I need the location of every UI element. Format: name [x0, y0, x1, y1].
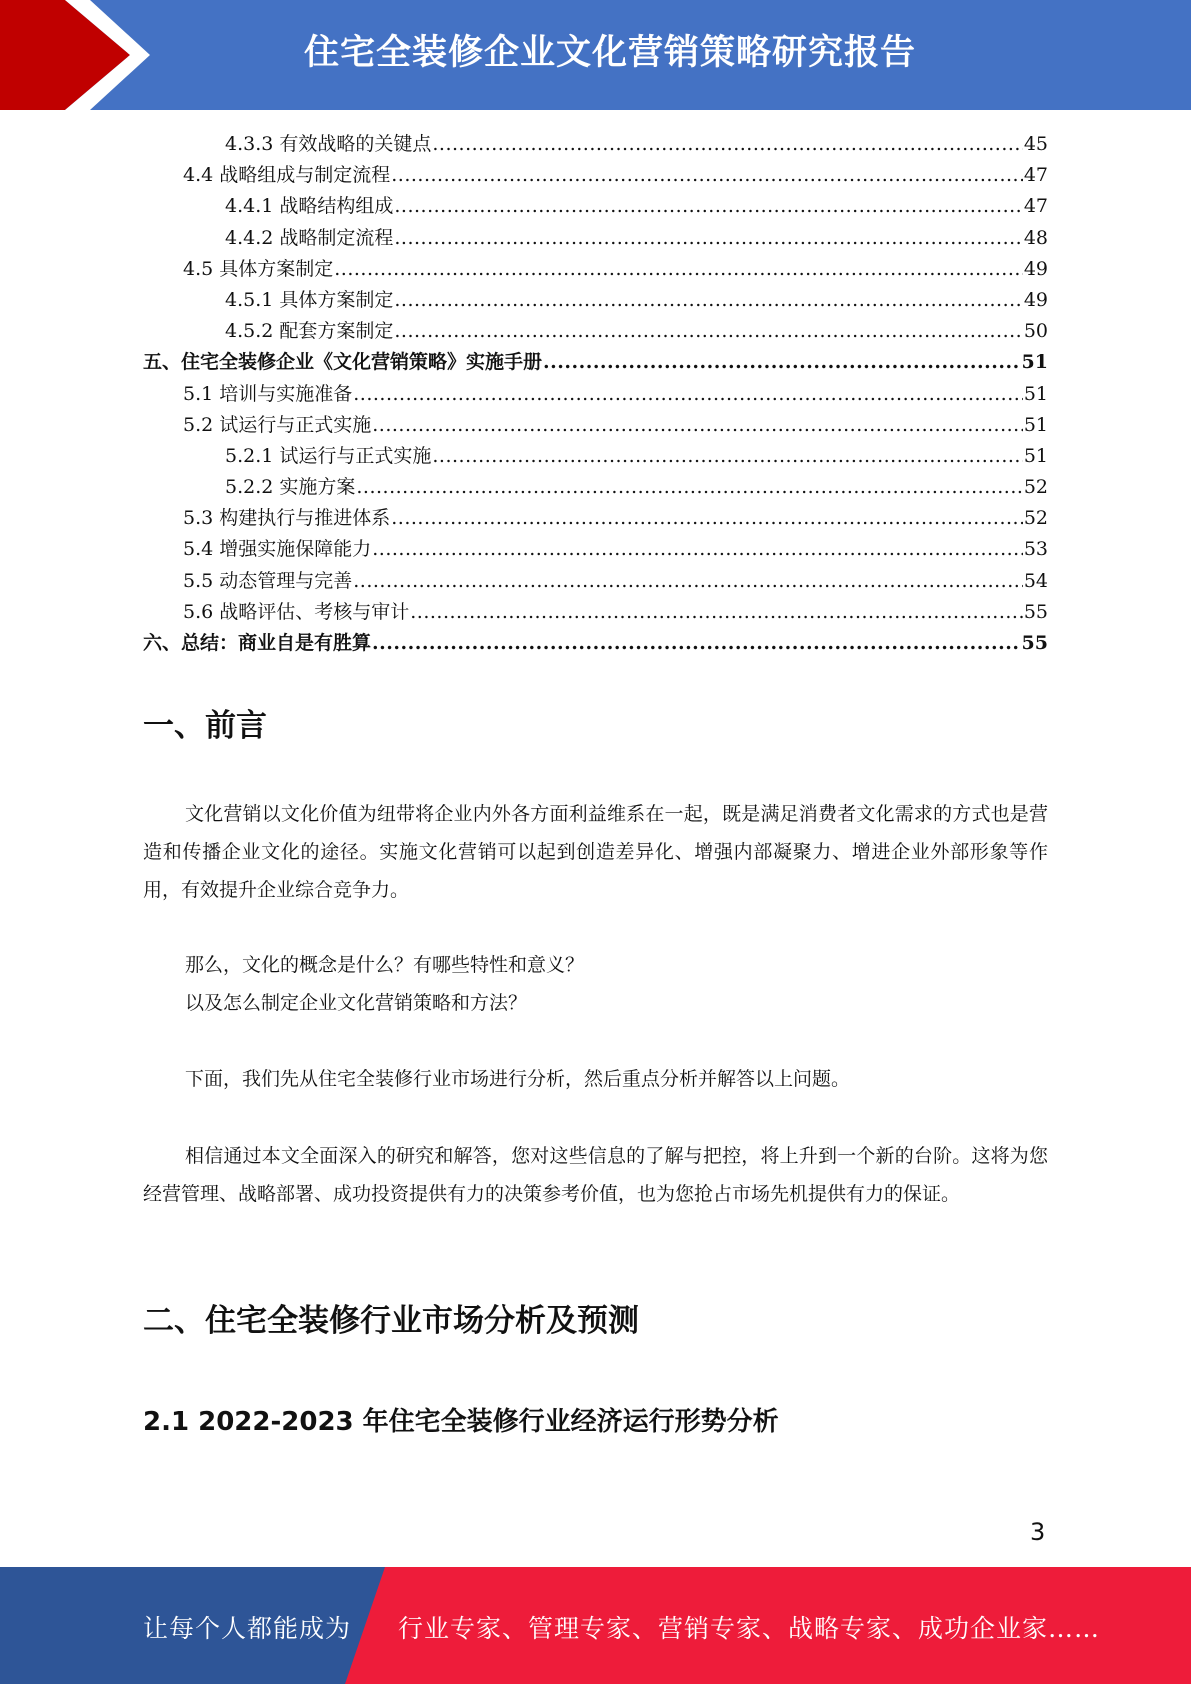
toc-entry-title: 4.5.2 配套方案制定	[225, 320, 394, 343]
footer-banner	[0, 1567, 1191, 1684]
toc-entry[interactable]	[143, 223, 1048, 254]
table-of-contents	[143, 129, 1048, 659]
section-heading-preface: 一、前言	[143, 708, 267, 744]
toc-entry-title: 六、总结：商业自是有胜算	[143, 632, 372, 654]
toc-leader-dots	[410, 597, 1023, 628]
toc-entry-page: 49	[1023, 257, 1048, 280]
toc-entry-page: 51	[1023, 444, 1048, 467]
toc-entry[interactable]	[143, 566, 1048, 597]
toc-entry[interactable]	[143, 503, 1048, 534]
toc-entry-title: 4.4 战略组成与制定流程	[183, 164, 391, 187]
toc-entry-title: 4.5 具体方案制定	[183, 257, 334, 280]
toc-entry-title: 5.6 战略评估、考核与审计	[183, 600, 410, 623]
toc-entry-title: 5.2 试运行与正式实施	[183, 413, 372, 436]
toc-entry-title: 5.3 构建执行与推进体系	[183, 507, 391, 530]
toc-leader-dots	[391, 503, 1023, 534]
toc-entry-title: 5.4 增强实施保障能力	[183, 538, 372, 561]
toc-leader-dots	[372, 410, 1023, 441]
toc-entry[interactable]	[143, 379, 1048, 410]
toc-leader-dots	[432, 129, 1022, 160]
toc-entry[interactable]	[143, 597, 1048, 628]
toc-entry-title: 4.4.2 战略制定流程	[225, 226, 394, 249]
toc-entry-page: 51	[1021, 351, 1048, 374]
subsection-heading-2-1: 2.1 2022-2023 年住宅全装修行业经济运行形势分析	[143, 1407, 779, 1437]
toc-leader-dots	[394, 316, 1022, 347]
toc-entry-page: 51	[1023, 413, 1048, 436]
toc-entry[interactable]	[143, 410, 1048, 441]
toc-entry-page: 47	[1023, 164, 1048, 187]
preface-question-2: 以及怎么制定企业文化营销策略和方法？	[185, 992, 528, 1014]
toc-entry[interactable]	[143, 441, 1048, 472]
toc-entry[interactable]	[143, 191, 1048, 222]
preface-paragraph-2: 下面，我们先从住宅全装修行业市场进行分析，然后重点分析并解答以上问题。	[185, 1068, 851, 1090]
toc-entry-title: 4.3.3 有效战略的关键点	[225, 133, 432, 155]
toc-entry-title: 5.2.2 实施方案	[225, 476, 356, 499]
toc-leader-dots	[432, 441, 1022, 472]
toc-entry-page: 54	[1023, 569, 1048, 592]
header-banner	[0, 0, 1191, 110]
toc-entry-title: 5.5 动态管理与完善	[183, 569, 353, 592]
toc-entry[interactable]	[143, 347, 1048, 378]
toc-leader-dots	[334, 254, 1023, 285]
preface-paragraph-1: 文化营销以文化价值为纽带将企业内外各方面利益维系在一起，既是满足消费者文化需求的方式也是营造和传播企业文化的途径。实施文化营销可以起到创造差异化、增强内部凝聚力、增进企业外部形象等作用，有效提升企业综合竞争力。	[143, 803, 1048, 901]
toc-leader-dots	[372, 628, 1021, 659]
toc-entry-page: 55	[1023, 600, 1048, 623]
toc-leader-dots	[394, 191, 1022, 222]
toc-entry[interactable]	[143, 316, 1048, 347]
toc-entry[interactable]	[143, 628, 1048, 659]
toc-leader-dots	[391, 160, 1023, 191]
toc-entry-page: 53	[1023, 538, 1048, 561]
toc-entry-page: 50	[1023, 320, 1048, 343]
toc-leader-dots	[394, 285, 1022, 316]
toc-entry[interactable]	[143, 285, 1048, 316]
footer-slogan-left: 让每个人都能成为	[143, 1614, 352, 1643]
toc-entry-title: 4.4.1 战略结构组成	[225, 195, 394, 218]
toc-entry-title: 5.2.1 试运行与正式实施	[225, 444, 432, 467]
toc-entry[interactable]	[143, 129, 1048, 160]
preface-paragraph-3: 相信通过本文全面深入的研究和解答，您对这些信息的了解与把控，将上升到一个新的台阶。这将为您经营管理、战略部署、成功投资提供有力的决策参考价值，也为您抢占市场先机提供有力的保证。	[143, 1145, 1048, 1205]
preface-question-1: 那么，文化的概念是什么？有哪些特性和意义？	[185, 954, 585, 976]
toc-entry-title: 5.1 培训与实施准备	[183, 382, 353, 405]
page-number: 3	[1030, 1518, 1046, 1546]
toc-entry-title: 4.5.1 具体方案制定	[225, 288, 394, 311]
toc-leader-dots	[394, 223, 1022, 254]
toc-entry-page: 51	[1023, 382, 1048, 405]
toc-entry-page: 45	[1023, 133, 1048, 155]
toc-entry-page: 52	[1023, 507, 1048, 530]
toc-entry-page: 48	[1023, 226, 1048, 249]
toc-entry-title: 五、住宅全装修企业《文化营销策略》实施手册	[143, 351, 543, 374]
toc-entry[interactable]	[143, 534, 1048, 565]
header-arrow-decoration	[0, 0, 160, 110]
toc-leader-dots	[543, 347, 1021, 378]
toc-entry-page: 47	[1023, 195, 1048, 218]
toc-entry[interactable]	[143, 254, 1048, 285]
report-title: 住宅全装修企业文化营销策略研究报告	[303, 33, 916, 73]
toc-entry[interactable]	[143, 160, 1048, 191]
toc-leader-dots	[353, 566, 1023, 597]
toc-entry-page: 49	[1023, 288, 1048, 311]
toc-entry[interactable]	[143, 472, 1048, 503]
footer-slogan-right: 行业专家、管理专家、营销专家、战略专家、成功企业家……	[398, 1614, 1101, 1643]
toc-leader-dots	[353, 379, 1023, 410]
toc-leader-dots	[372, 534, 1023, 565]
toc-entry-page: 52	[1023, 476, 1048, 499]
section-heading-market-analysis: 二、住宅全装修行业市场分析及预测	[143, 1303, 639, 1339]
toc-entry-page: 55	[1021, 632, 1048, 654]
toc-leader-dots	[356, 472, 1022, 503]
